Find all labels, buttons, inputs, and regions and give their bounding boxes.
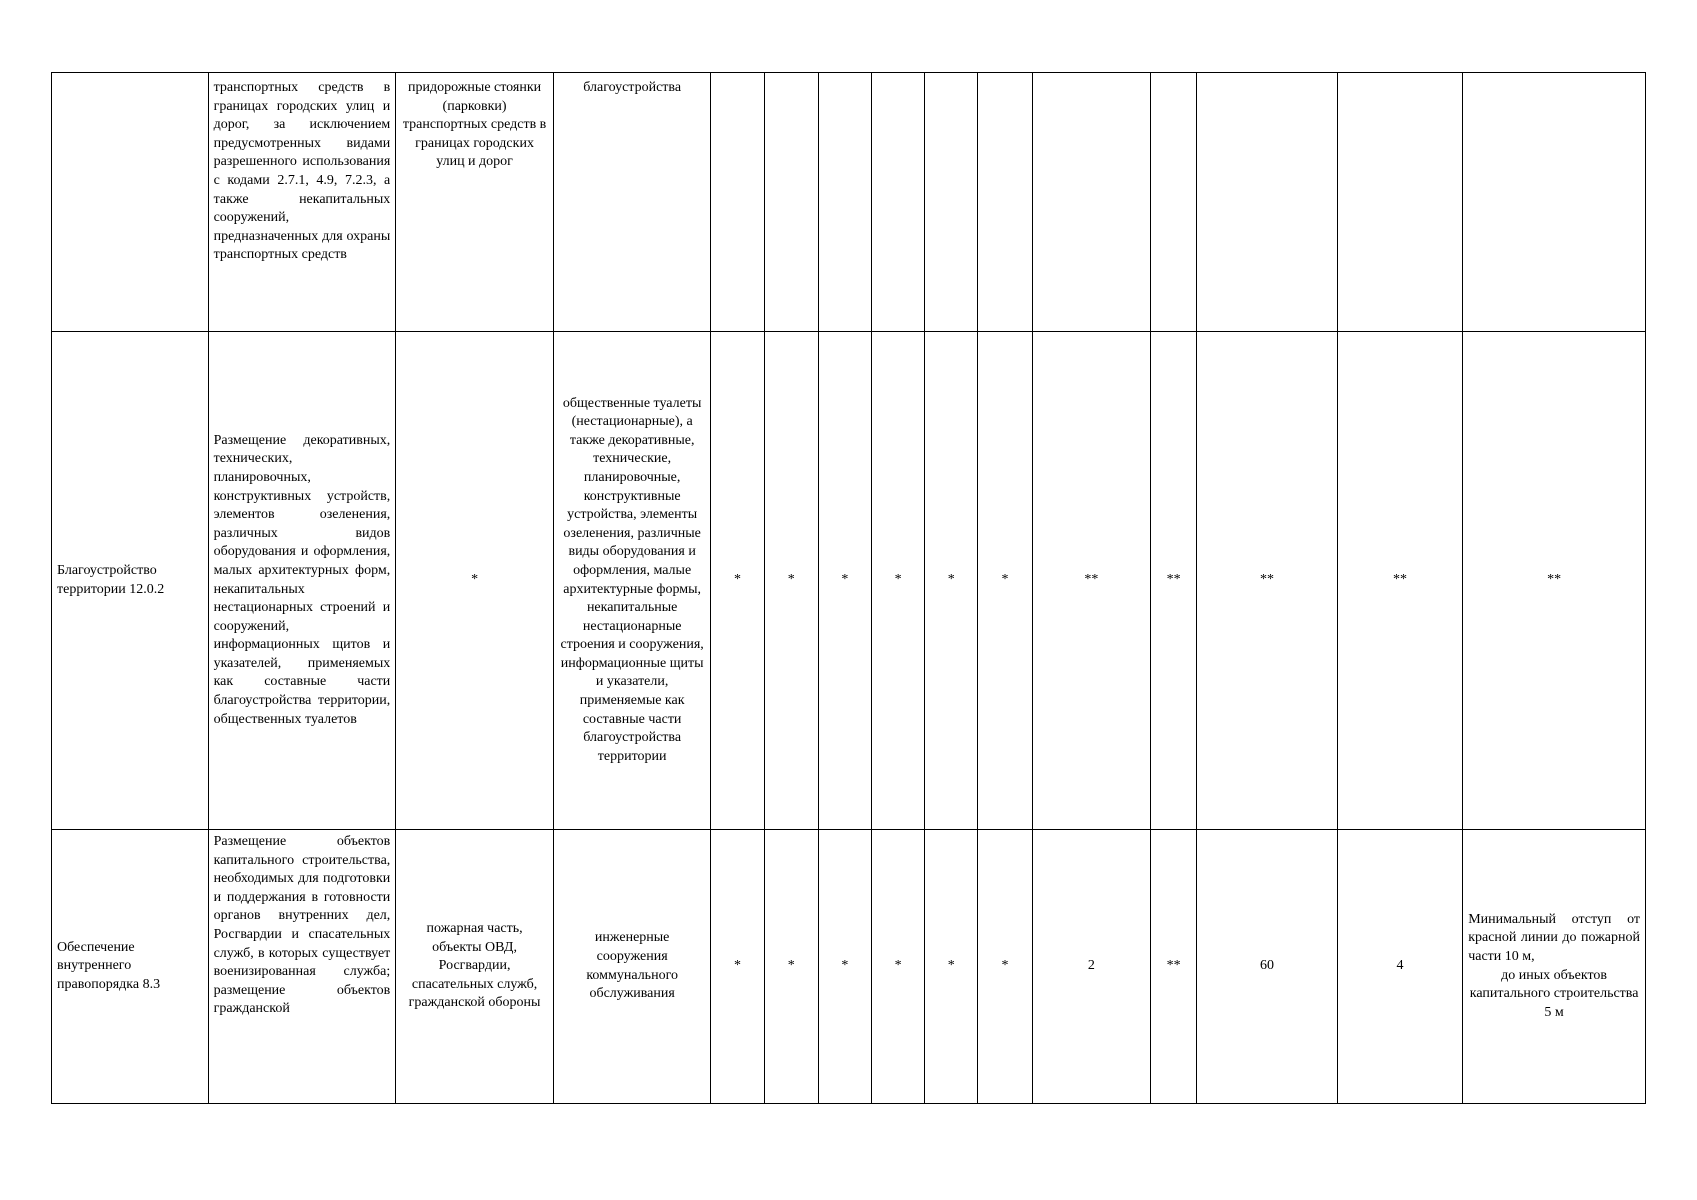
use-type-description-cell: транспортных средств в границах городских улиц и дорог, за исключением предусмотренных видами разрешенного использования с кодами 2.7.1, 4.9, 7.2.3, а также некапитальных сооружений, предназначенных для охраны транспортных средств <box>208 73 396 332</box>
param-cell <box>1337 73 1462 332</box>
param-cell: ** <box>1032 332 1150 830</box>
param-cell <box>1197 73 1338 332</box>
use-type-description-cell: Размещение объектов капитального строительства, необходимых для подготовки и поддержания в готовности органов внутренних дел, Росгвардии и спасательных служб, в которых существует военизированная служба; размещение объектов гражданской <box>208 830 396 1104</box>
param-cell: ** <box>1197 332 1338 830</box>
auxiliary-use-cell: инженерные сооружения коммунального обслуживания <box>553 830 711 1104</box>
main-use-cell: придорожные стоянки (парковки) транспортных средств в границах городских улиц и дорог <box>396 73 554 332</box>
param-cell <box>818 73 871 332</box>
main-use-cell: * <box>396 332 554 830</box>
note-cell: ** <box>1463 332 1646 830</box>
param-cell <box>1032 73 1150 332</box>
param-cell: ** <box>1151 332 1197 830</box>
param-cell: * <box>711 332 764 830</box>
main-use-cell: пожарная часть, объекты ОВД, Росгвардии, спасательных служб, гражданской обороны <box>396 830 554 1104</box>
auxiliary-use-cell: благоустройства <box>553 73 711 332</box>
auxiliary-use-cell: общественные туалеты (нестационарные), а также декоративные, технические, планировочные, конструктивные устройства, элементы озеленения, различные виды оборудования и оформления, малые архитектурные формы, некапитальные нестационарные строения и сооружения, информационные щиты и указатели, применяемые как составные части благоустройства территории <box>553 332 711 830</box>
param-cell: 4 <box>1337 830 1462 1104</box>
use-type-name-cell: Обеспечение внутреннего правопорядка 8.3 <box>52 830 209 1104</box>
param-cell <box>764 73 818 332</box>
param-cell <box>1151 73 1197 332</box>
table-row <box>52 830 1646 1104</box>
param-cell: * <box>925 830 978 1104</box>
param-cell <box>711 73 764 332</box>
param-cell: * <box>818 332 871 830</box>
param-cell: ** <box>1151 830 1197 1104</box>
setback-note-line-1: Минимальный отступ от красной линии до пожарной части 10 м, <box>1468 911 1640 964</box>
param-cell: * <box>872 830 925 1104</box>
note-cell <box>1463 73 1646 332</box>
param-cell: 60 <box>1197 830 1338 1104</box>
table-row <box>52 73 1646 332</box>
param-cell <box>925 73 978 332</box>
param-cell: * <box>764 332 818 830</box>
param-cell <box>872 73 925 332</box>
param-cell <box>978 73 1032 332</box>
param-cell: * <box>711 830 764 1104</box>
note-cell <box>1463 830 1646 1104</box>
setback-note-line-2: до иных объектов капитального строительства 5 м <box>1469 967 1639 1020</box>
param-cell: 2 <box>1032 830 1150 1104</box>
use-type-description-cell: Размещение декоративных, технических, планировочных, конструктивных устройств, элементов озеленения, различных видов оборудования и оформления, малых архитектурных форм, некапитальных нестационарных строений и сооружений, информационных щитов и указателей, применяемых как составные части благоустройства территории, общественных туалетов <box>208 332 396 830</box>
param-cell: * <box>978 332 1032 830</box>
param-cell: * <box>818 830 871 1104</box>
param-cell: * <box>872 332 925 830</box>
table-row <box>52 332 1646 830</box>
use-type-name-cell <box>52 73 209 332</box>
param-cell: ** <box>1337 332 1462 830</box>
land-use-regulations-table <box>51 72 1646 1104</box>
use-type-name-cell: Благоустройство территории 12.0.2 <box>52 332 209 830</box>
param-cell: * <box>764 830 818 1104</box>
param-cell: * <box>978 830 1032 1104</box>
param-cell: * <box>925 332 978 830</box>
